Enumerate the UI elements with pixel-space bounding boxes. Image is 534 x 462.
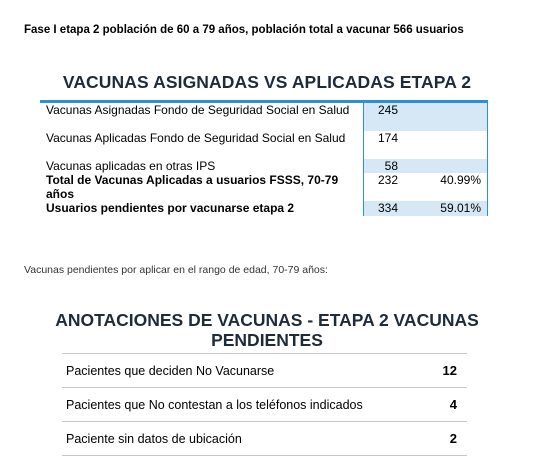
row-value: 174 — [363, 131, 412, 159]
table-row — [40, 103, 488, 131]
table-row — [40, 173, 488, 201]
intro-text: Fase I etapa 2 población de 60 a 79 años, población total a vacunar 566 usuarios — [24, 24, 464, 36]
row-count: 4 — [449, 397, 457, 412]
row-count: 2 — [449, 431, 457, 446]
row-value: 334 — [363, 201, 412, 216]
table-row — [62, 353, 467, 388]
row-percent — [412, 159, 488, 173]
row-percent — [412, 103, 488, 131]
row-value: 245 — [363, 103, 412, 131]
row-count: 12 — [442, 363, 457, 378]
table1-title: VACUNAS ASIGNADAS VS APLICADAS ETAPA 2 — [62, 72, 472, 92]
table2-title: ANOTACIONES DE VACUNAS - ETAPA 2 VACUNAS PENDIENTES — [55, 310, 479, 350]
row-percent — [412, 131, 488, 159]
row-label: Total de Vacunas Aplicadas a usuarios FSSS, 70-79 años — [46, 173, 339, 201]
row-label: Pacientes que deciden No Vacunarse — [66, 363, 275, 378]
row-percent: 59.01% — [412, 201, 488, 216]
row-label: Pacientes que No contestan a los teléfonos indicados — [66, 397, 363, 412]
table-row — [40, 159, 488, 173]
row-value: 58 — [363, 159, 412, 173]
row-value: 232 — [363, 173, 412, 201]
table-row — [62, 388, 467, 422]
table-row — [40, 201, 488, 216]
row-percent: 40.99% — [412, 173, 488, 201]
row-label: Paciente sin datos de ubicación — [66, 431, 242, 446]
row-label: Usuarios pendientes por vacunarse etapa 2 — [46, 201, 295, 215]
annotations-table — [62, 353, 467, 456]
row-label: Vacunas aplicadas en otras IPS — [46, 159, 216, 173]
table-row — [62, 422, 467, 456]
row-label: Vacunas Asignadas Fondo de Seguridad Social en Salud — [46, 103, 350, 117]
vaccines-assigned-table — [40, 100, 488, 216]
row-label: Vacunas Aplicadas Fondo de Seguridad Social en Salud — [46, 131, 346, 145]
pending-subtitle: Vacunas pendientes por aplicar en el rango de edad, 70-79 años: — [24, 264, 328, 276]
table-row — [40, 131, 488, 159]
